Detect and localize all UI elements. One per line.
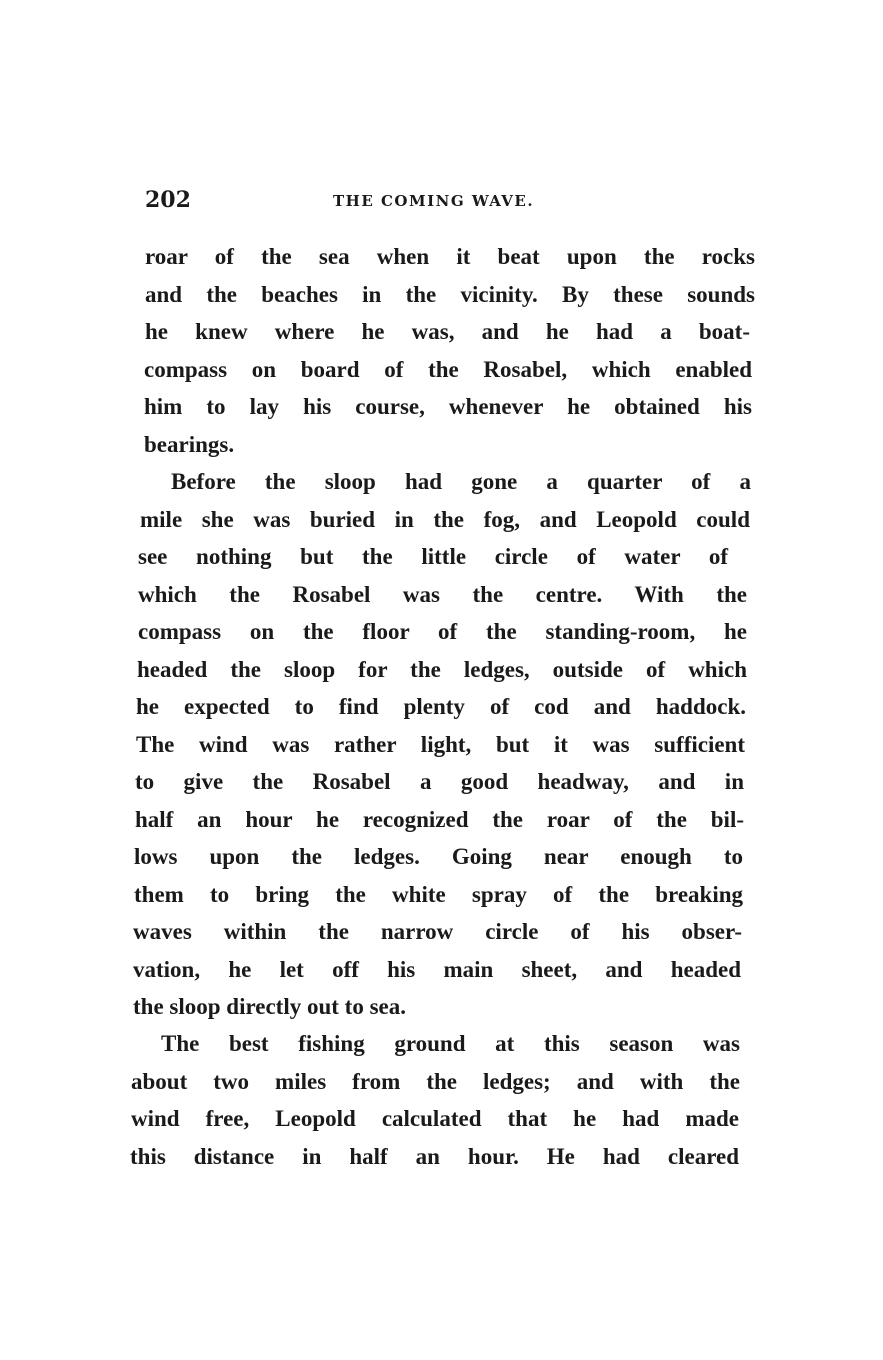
text-line: wind free, Leopold calculated that he had made bbox=[131, 1106, 739, 1131]
text-line: this distance in half an hour. He had cleared bbox=[130, 1144, 739, 1169]
text-line: and the beaches in the vicinity. By these sounds bbox=[145, 282, 755, 307]
text-line: see nothing but the little circle of water of bbox=[138, 544, 728, 569]
text-line: vation, he let off his main sheet, and headed bbox=[133, 957, 741, 982]
text-line: bearings. bbox=[144, 432, 235, 457]
page-number: 202 bbox=[145, 187, 191, 213]
text-line: about two miles from the ledges; and with the bbox=[131, 1069, 740, 1094]
running-head bbox=[145, 187, 755, 221]
text-line: mile she was buried in the fog, and Leopold could bbox=[140, 507, 750, 532]
text-line: compass on the floor of the standing-room, he bbox=[138, 619, 747, 644]
text-line: to give the Rosabel a good headway, and in bbox=[135, 769, 744, 794]
text-line: The wind was rather light, but it was sufficient bbox=[136, 732, 745, 757]
text-line: him to lay his course, whenever he obtained his bbox=[144, 394, 752, 419]
running-title: THE COMING WAVE. bbox=[333, 192, 535, 210]
text-line: headed the sloop for the ledges, outside of which bbox=[137, 657, 747, 682]
text-line: compass on board of the Rosabel, which enabled bbox=[144, 357, 752, 382]
text-line: lows upon the ledges. Going near enough to bbox=[134, 844, 743, 869]
text-line: Before the sloop had gone a quarter of a bbox=[171, 469, 751, 494]
text-line: The best fishing ground at this season was bbox=[161, 1031, 740, 1056]
text-line: waves within the narrow circle of his obser- bbox=[133, 919, 742, 944]
text-line: the sloop directly out to sea. bbox=[133, 994, 407, 1019]
text-line: half an hour he recognized the roar of the bil- bbox=[135, 807, 744, 832]
text-line: them to bring the white spray of the breaking bbox=[134, 882, 743, 907]
text-line: roar of the sea when it beat upon the rocks bbox=[145, 244, 755, 269]
text-line: he expected to find plenty of cod and haddock. bbox=[136, 694, 746, 719]
text-line: he knew where he was, and he had a boat- bbox=[145, 319, 750, 344]
text-line: which the Rosabel was the centre. With the bbox=[138, 582, 747, 607]
